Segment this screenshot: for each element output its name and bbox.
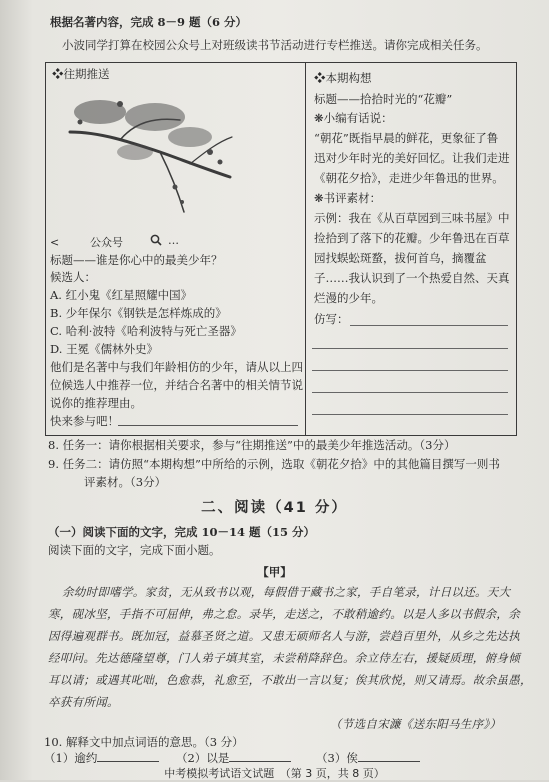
editor-line: 迅对少年时光的美好回忆。让我们走进 xyxy=(314,151,510,165)
writing-line[interactable] xyxy=(312,392,508,393)
answer-line xyxy=(118,425,298,426)
editor-line: “朝花”既指早晨的鲜花，更象征了鲁 xyxy=(314,131,499,145)
plum-blossom-illustration xyxy=(60,92,240,222)
task-intro: 小波同学打算在校园公众号上对班级读书节活动进行专栏推送。请你完成相关任务。 xyxy=(62,38,488,52)
q10-item xyxy=(316,750,420,767)
candidates-label: 候选人： xyxy=(50,270,96,284)
editor-line: 《朝花夕拾》，走进少年鲁迅的世界。 xyxy=(314,171,504,185)
passage-line: 寒，砚冰坚，手指不可屈伸，弗之怠。录毕，走送之，不敢稍逾约。以是人多以书假余，余 xyxy=(48,607,520,621)
part-subheading: 阅读下面的文字，完成下面小题。 xyxy=(48,543,221,557)
answer-blank[interactable] xyxy=(97,751,159,762)
question-8: 8. 任务一：请你根据相关要求，参与“往期推送”中的最美少年推选活动。（3分） xyxy=(48,438,456,452)
answer-blank[interactable] xyxy=(358,751,420,762)
writing-line[interactable] xyxy=(312,348,508,349)
review-line: 园找蜈蚣斑蝥，拔何首乌，摘覆盆 xyxy=(314,251,487,265)
search-icon[interactable] xyxy=(150,234,162,251)
passage-line: 因得遍观群书。既加冠，益慕圣贤之道。又患无硕师名人与游，尝趋百里外，从乡之先达执 xyxy=(48,629,520,643)
passage-marker: 【甲】 xyxy=(257,565,292,579)
review-line: 烂漫的少年。 xyxy=(314,291,383,305)
question-9: 9. 任务二：请仿照“本期构想”中所给的示例，选取《朝花夕拾》中的其他篇目撰写一则书 xyxy=(48,457,500,471)
q10-item-label: （1）逾约 xyxy=(44,751,98,765)
back-icon[interactable]: < xyxy=(50,236,60,249)
left-heading: 标题——谁是你心中的最美少年？ xyxy=(50,253,223,267)
writing-line[interactable] xyxy=(312,370,508,371)
question-9-cont: 评素材。（3分） xyxy=(84,475,167,489)
passage-source: （节选自宋濂《送东阳马生序》） xyxy=(330,717,502,731)
account-title: 公众号 xyxy=(90,236,123,249)
part-heading: （一）阅读下面的文字，完成 10－14 题（15 分） xyxy=(48,525,316,539)
question-10: 10. 解释文中加点词语的意思。（3 分） xyxy=(44,735,244,749)
candidate-item: B. 少年保尔《钢铁是怎样炼成的》 xyxy=(50,306,227,320)
q10-item-label: （2）以是 xyxy=(176,751,230,765)
answer-blank[interactable] xyxy=(229,751,291,762)
review-line: 捡拾到了落下的花瓣。少年鲁迅在百草 xyxy=(314,231,510,245)
passage-line: 卒获有所闻。 xyxy=(48,695,119,709)
candidate-item: C. 哈利·波特《哈利波特与死亡圣器》 xyxy=(50,324,242,338)
past-posts-title: ❖往期推送 xyxy=(52,67,110,81)
writing-line[interactable] xyxy=(312,414,508,415)
editor-note-label: ❋小编有话说： xyxy=(314,111,393,125)
desc-line: 位候选人中推荐一位，并结合名著中的相关情节说 xyxy=(50,378,303,392)
candidate-item: D. 王冕《儒林外史》 xyxy=(50,342,159,356)
page-footer: 中考模拟考试语文试题 （第 3 页，共 8 页） xyxy=(164,767,385,780)
review-label: ❋书评素材： xyxy=(314,191,382,205)
right-heading: 标题——拾拾时光的“花瓣” xyxy=(314,92,453,106)
review-line: 示例：我在《从百草园到三味书屋》中 xyxy=(314,211,510,225)
closing-line: 快来参与吧！ xyxy=(50,414,119,428)
desc-line: 说你的推荐理由。 xyxy=(50,396,142,410)
q10-item-label: （3）俟 xyxy=(316,751,358,765)
passage-line: 经叩问。先达德隆望尊，门人弟子填其室，未尝稍降辞色。余立侍左右，援疑质理，俯身倾 xyxy=(48,651,520,665)
passage-line: 余幼时即嗜学。家贫，无从致书以观，每假借于藏书之家，手自笔录，计日以还。天大 xyxy=(62,585,511,599)
wechat-header-bar xyxy=(50,235,300,253)
column-divider xyxy=(305,62,306,436)
imitate-label: 仿写： xyxy=(314,312,349,326)
q10-item xyxy=(44,750,159,767)
review-line: 子……我认识到了一个热爱自然、天真 xyxy=(314,271,510,285)
q10-item xyxy=(176,750,291,767)
question-group-instruction: 根据名著内容，完成 8－9 题（6 分） xyxy=(50,15,248,29)
candidate-item: A. 红小鬼《红星照耀中国》 xyxy=(50,288,193,302)
writing-line[interactable] xyxy=(350,325,508,326)
passage-line: 耳以请；或遇其叱咄，色愈恭，礼愈至，不敢出一言以复；俟其欣悦，则又请焉。故余虽愚， xyxy=(48,673,532,687)
more-icon[interactable]: … xyxy=(168,234,179,247)
this-issue-title: ❖本期构想 xyxy=(314,71,372,85)
desc-line: 他们是名著中与我们年龄相仿的少年，请从以上四 xyxy=(50,360,303,374)
section-title: 二、阅读（41 分） xyxy=(201,500,348,516)
